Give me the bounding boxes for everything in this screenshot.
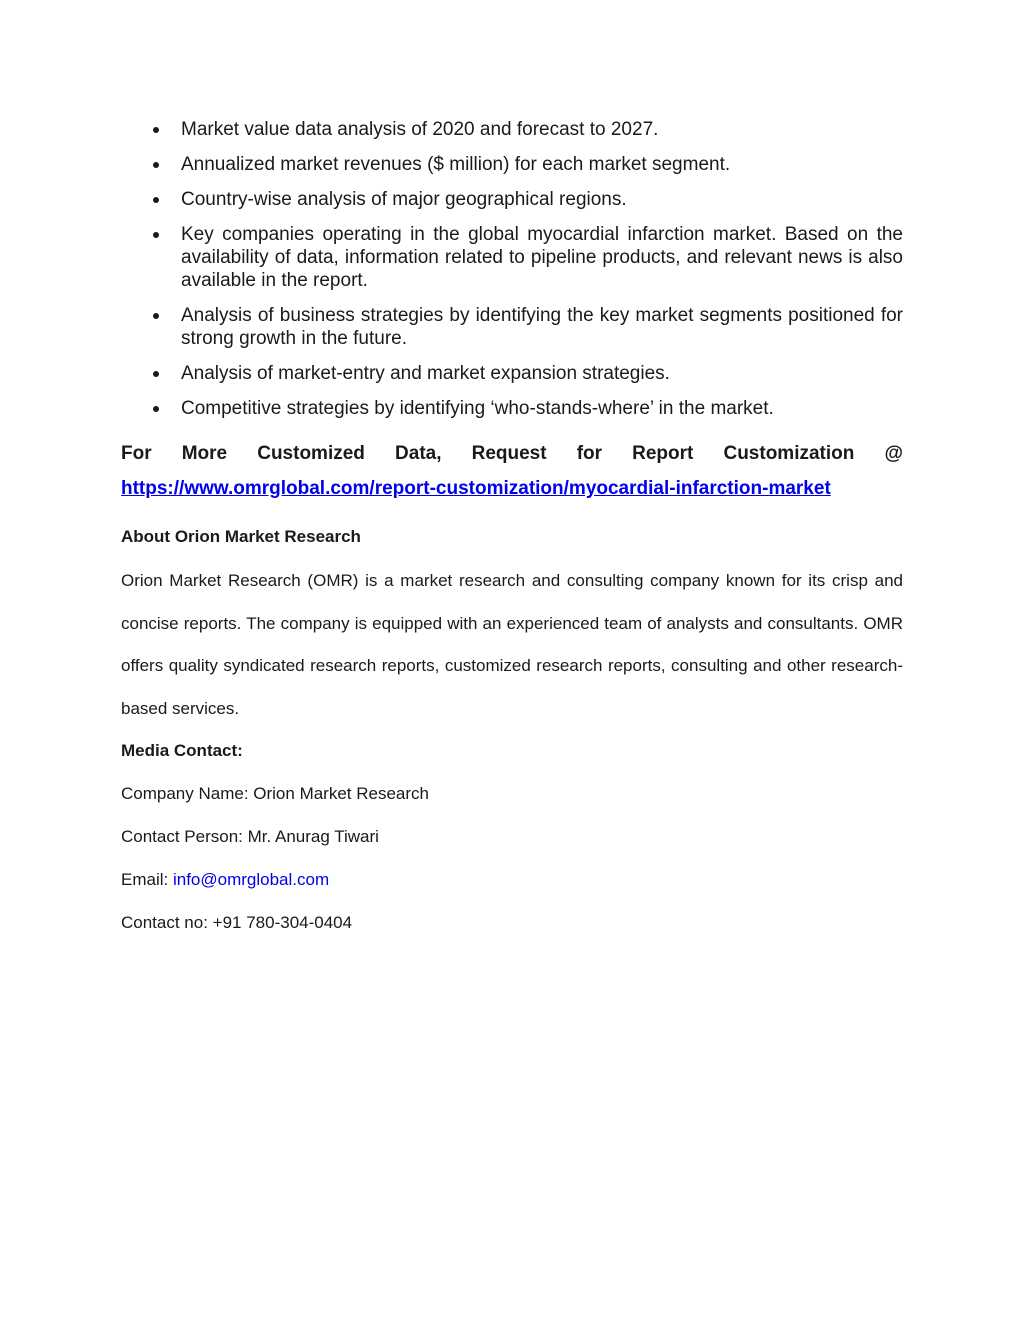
bullet-item: [121, 188, 903, 211]
feature-bullet-list: [121, 118, 903, 420]
cta-word: Data,: [395, 443, 442, 464]
bullet-item: [121, 362, 903, 385]
company-name-line: Company Name: Orion Market Research: [121, 784, 430, 803]
cta-word: Request: [471, 443, 547, 464]
cta-word: @: [884, 443, 903, 464]
bullet-dot-icon: [153, 313, 159, 319]
bullet-item: [121, 397, 903, 420]
email-link[interactable]: info@omrglobal.com: [172, 870, 330, 889]
cta-word: Customization: [723, 443, 855, 464]
email-label: Email:: [121, 870, 173, 889]
contact-number-line: Contact no: +91 780-304-0404: [121, 913, 353, 932]
cta-word: Customized: [257, 443, 365, 464]
cta-text: [121, 442, 903, 466]
customization-cta: [121, 442, 903, 501]
bullet-text: Key companies operating in the global myocardial infarction market. Based on the availability of data, information related to pipeline products, and relevant news is also available in the report.: [181, 224, 903, 291]
bullet-item: [121, 118, 903, 141]
cta-word: Report: [632, 443, 694, 464]
bullet-text: Analysis of market-entry and market expansion strategies.: [181, 363, 670, 384]
bullet-text: Country-wise analysis of major geographical regions.: [181, 189, 627, 210]
page-content: [121, 118, 903, 933]
report-customization-link[interactable]: https://www.omrglobal.com/report-customization/myocardial-infarction-market: [121, 478, 831, 499]
about-paragraph: Orion Market Research (OMR) is a market research and consulting company known for its crisp and concise reports. The company is equipped with an experienced team of analysts and consultants. OMR offers quality syndicated research reports, customized research reports, consulting and other research-based services.: [121, 571, 903, 718]
bullet-dot-icon: [153, 406, 159, 412]
bullet-dot-icon: [153, 127, 159, 133]
email-line: [121, 870, 903, 890]
bullet-item: [121, 223, 903, 292]
bullet-text: Analysis of business strategies by identifying the key market segments positioned for strong growth in the future.: [181, 305, 903, 349]
bullet-dot-icon: [153, 371, 159, 377]
bullet-item: [121, 304, 903, 350]
bullet-text: Market value data analysis of 2020 and forecast to 2027.: [181, 119, 659, 140]
bullet-dot-icon: [153, 162, 159, 168]
bullet-item: [121, 153, 903, 176]
media-contact-heading: Media Contact:: [121, 741, 243, 760]
cta-word: More: [181, 443, 228, 464]
cta-word: For: [121, 443, 152, 464]
cta-word: for: [576, 443, 603, 464]
about-heading: About Orion Market Research: [121, 527, 361, 546]
bullet-dot-icon: [153, 197, 159, 203]
bullet-text: Competitive strategies by identifying ‘who-stands-where’ in the market.: [181, 398, 774, 419]
contact-person-line: Contact Person: Mr. Anurag Tiwari: [121, 827, 379, 846]
bullet-dot-icon: [153, 232, 159, 238]
bullet-text: Annualized market revenues ($ million) for each market segment.: [181, 154, 731, 175]
